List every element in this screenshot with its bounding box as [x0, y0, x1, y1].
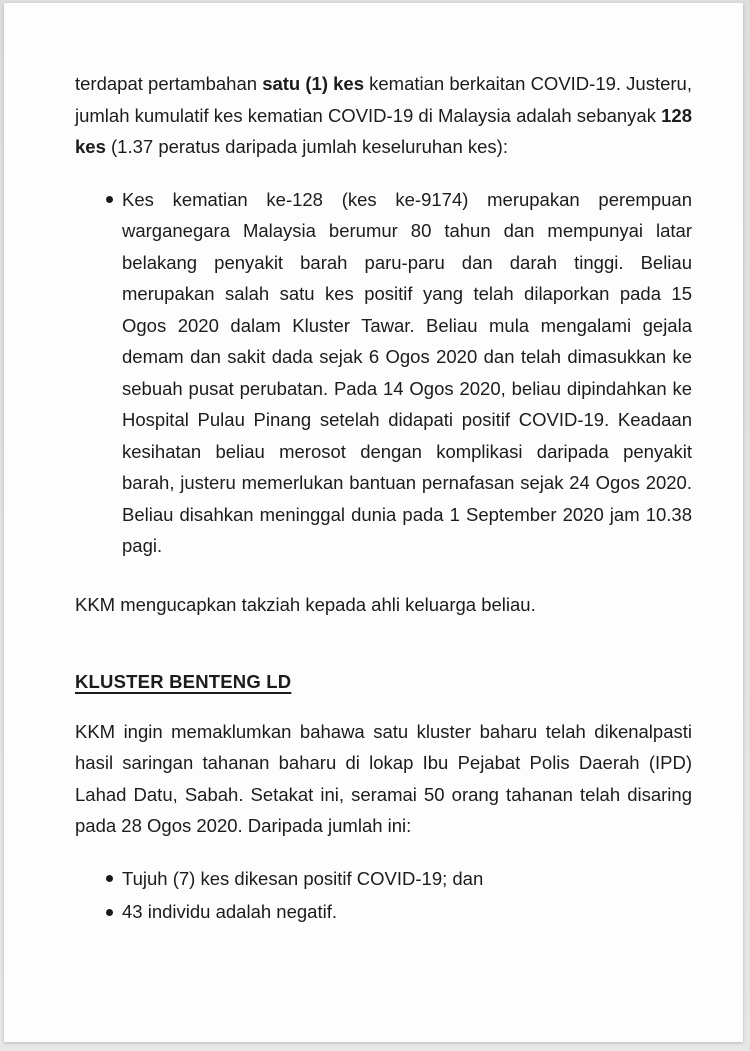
cluster-positive-text: Tujuh (7) kes dikesan positif COVID-19; dan [122, 867, 484, 889]
bullet-icon [106, 909, 113, 916]
cluster-paragraph: KKM ingin memaklumkan bahawa satu kluster baharu telah dikenalpasti hasil saringan tahanan baharu di lokap Ibu Pejabat Polis Daerah (IPD) Lahad Datu, Sabah. Setakat ini, seramai 50 orang tahanan telah disaring pada 28 Ogos 2020. Daripada jumlah ini: [75, 720, 692, 836]
bullet-icon [106, 196, 113, 203]
intro-text-2: kematian berkaitan COVID-19. Justeru, jumlah kumulatif kes kematian COVID-19 di Malaysia adalah sebanyak [75, 73, 692, 126]
cluster-negative-text: 43 individu adalah negatif. [122, 901, 337, 922]
condolence-paragraph: KKM mengucapkan takziah kepada ahli keluarga beliau. [75, 593, 536, 615]
intro-text-1: terdapat pertambahan [75, 73, 263, 94]
document-page [4, 3, 743, 1042]
bullet-icon [106, 875, 113, 882]
intro-bold-new-death-count: satu (1) kes [262, 73, 364, 94]
intro-paragraph [75, 68, 692, 163]
document-content [75, 68, 692, 930]
death-case-list-item [75, 184, 692, 562]
cluster-negative-item [75, 896, 692, 928]
death-case-list [75, 184, 692, 562]
cluster-positive-item [75, 863, 692, 895]
cluster-results-list [75, 863, 692, 928]
cluster-heading: KLUSTER BENTENG LD [75, 671, 292, 692]
intro-bold-cumulative-deaths: 128 kes [75, 104, 692, 157]
intro-text-3: (1.37 peratus daripada jumlah keseluruhan kes): [105, 136, 508, 157]
death-case-text: Kes kematian ke-128 (kes ke-9174) merupakan perempuan warganegara Malaysia berumur 80 tahun dan mempunyai latar belakang penyakit barah paru-paru dan darah tinggi. Beliau merupakan salah satu kes positif yang telah dilaporkan pada 15 Ogos 2020 dalam Kluster Tawar. Beliau mula mengalami gejala demam dan sakit dada sejak 6 Ogos 2020 dan telah dimasukkan ke sebuah pusat perubatan. Pada 14 Ogos 2020, beliau dipindahkan ke Hospital Pulau Pinang setelah didapati positif COVID-19. Keadaan kesihatan beliau merosot dengan komplikasi daripada penyakit barah, justeru memerlukan bantuan pernafasan sejak 24 Ogos 2020. Beliau disahkan meninggal dunia pada 1 September 2020 jam 10.38 pagi. [122, 188, 692, 556]
